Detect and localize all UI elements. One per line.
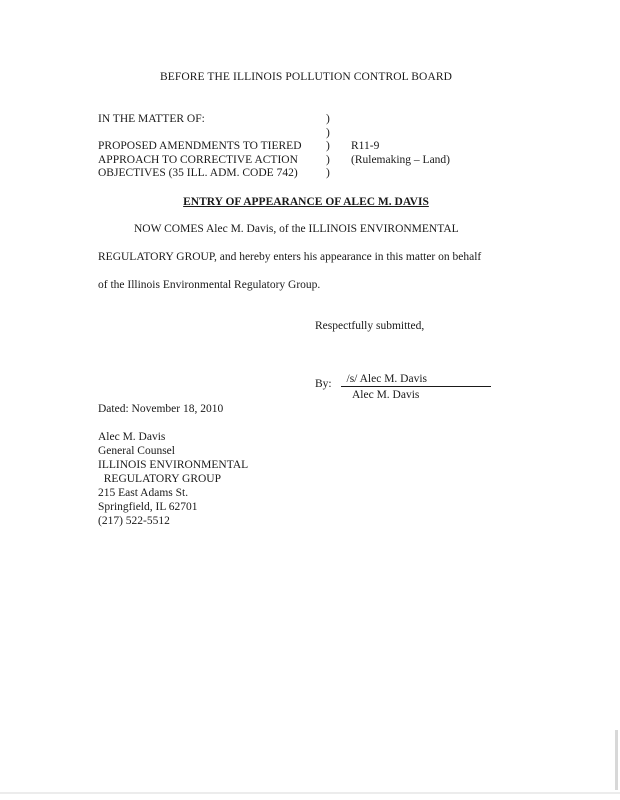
scan-edge-shadow: [615, 730, 618, 790]
caption-paren: ): [326, 126, 330, 139]
address-line: 215 East Adams St.: [98, 487, 189, 499]
caption-parens: [326, 112, 330, 180]
caption-line: [98, 126, 302, 140]
caption-matter: [98, 112, 302, 180]
address-line: REGULATORY GROUP: [98, 473, 222, 485]
address-line: Alec M. Davis: [98, 431, 166, 443]
dated: Dated: November 18, 2010: [98, 403, 224, 415]
body-line-1: NOW COMES Alec M. Davis, of the ILLINOIS ENVIRONMENTAL: [134, 223, 459, 235]
body-line-3: of the Illinois Environmental Regulatory Group.: [98, 279, 321, 291]
docket-type: (Rulemaking – Land): [351, 153, 451, 166]
signature-electronic: /s/ Alec M. Davis: [346, 373, 427, 385]
caption-paren: ): [326, 153, 330, 166]
scan-edge-bottom: [0, 792, 620, 794]
board-heading: BEFORE THE ILLINOIS POLLUTION CONTROL BOARD: [159, 71, 453, 83]
closing: Respectfully submitted,: [315, 320, 425, 332]
by-label: By:: [315, 378, 332, 390]
address-line: ILLINOIS ENVIRONMENTAL: [98, 459, 249, 471]
caption-paren: ): [326, 140, 330, 152]
caption-line: PROPOSED AMENDMENTS TO TIERED: [98, 140, 302, 152]
caption-line: IN THE MATTER OF:: [98, 113, 205, 125]
address-line: Springfield, IL 62701: [98, 501, 198, 513]
signer-name: Alec M. Davis: [352, 389, 420, 401]
caption-line: OBJECTIVES (35 ILL. ADM. CODE 742): [98, 167, 298, 179]
address-line: General Counsel: [98, 445, 175, 457]
caption-line: APPROACH TO CORRECTIVE ACTION: [98, 153, 298, 166]
signature-underline: [341, 374, 491, 387]
entry-title: ENTRY OF APPEARANCE OF ALEC M. DAVIS: [183, 196, 429, 208]
address-line: (217) 522-5512: [98, 515, 170, 527]
caption-paren: ): [326, 167, 330, 179]
docket-number: R11-9: [351, 140, 380, 152]
caption-paren: ): [326, 113, 330, 125]
address-block: [98, 430, 248, 528]
body-line-2: REGULATORY GROUP, and hereby enters his appearance in this matter on behalf: [98, 251, 482, 263]
